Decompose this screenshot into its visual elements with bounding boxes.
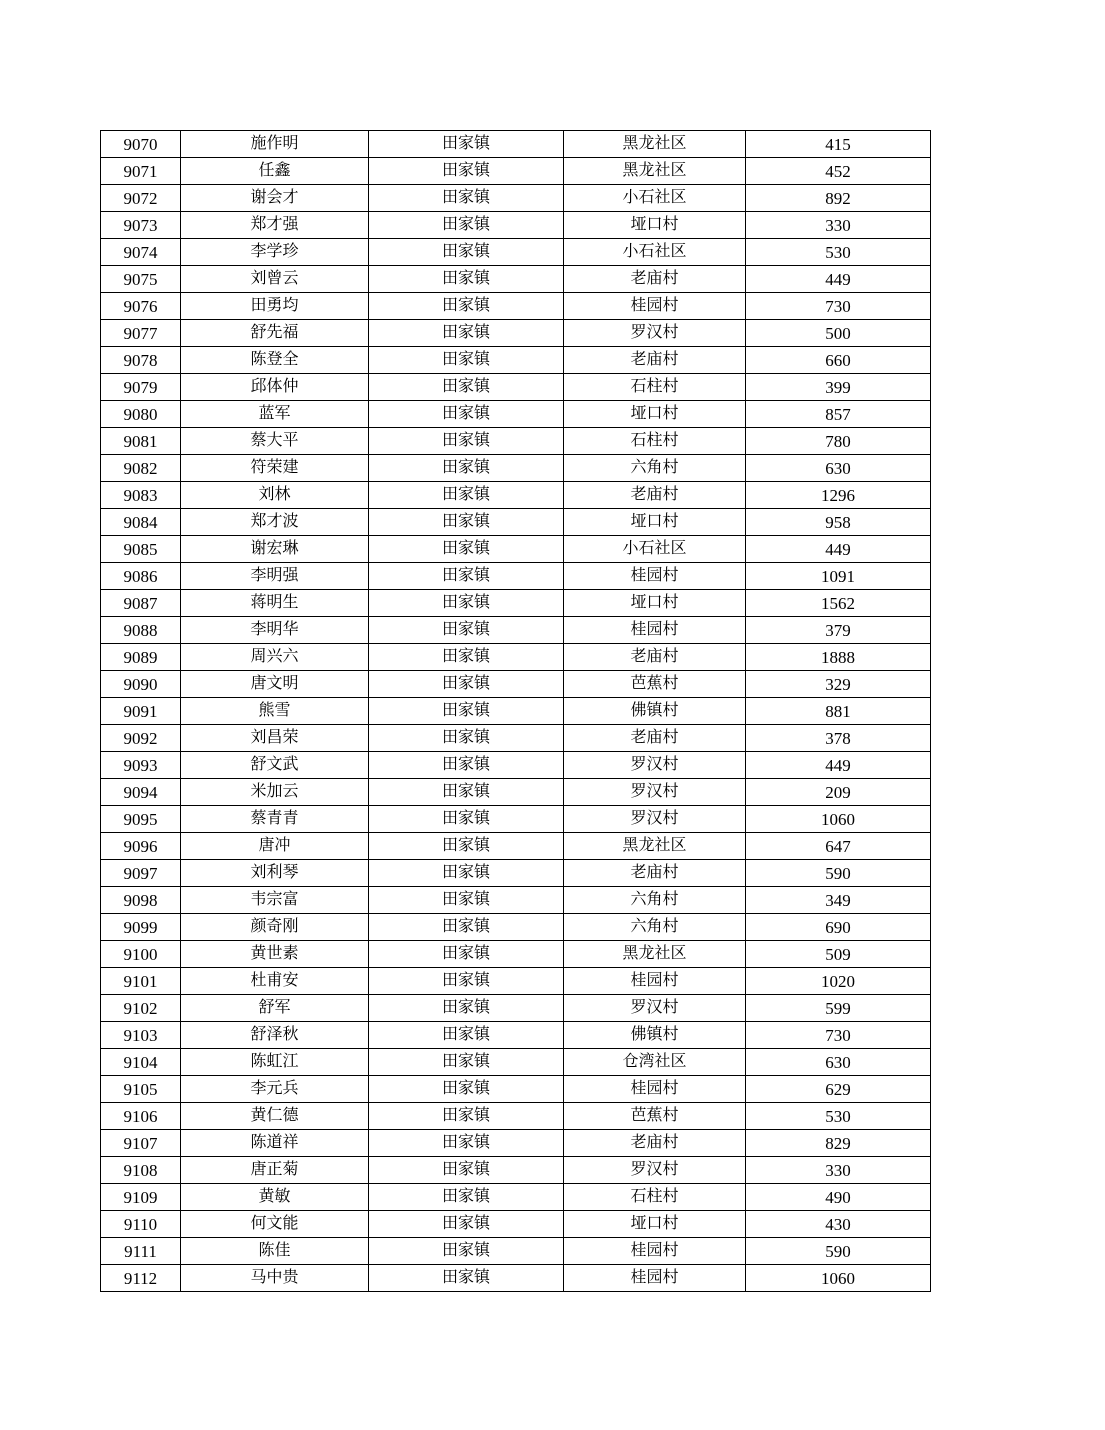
table-cell-village: 罗汉村 <box>564 806 746 833</box>
table-cell-town: 田家镇 <box>369 320 564 347</box>
table-row <box>101 941 931 968</box>
table-cell-village: 仓湾社区 <box>564 1049 746 1076</box>
table-cell-town: 田家镇 <box>369 914 564 941</box>
table-cell-amount: 630 <box>746 455 931 482</box>
table-cell-town: 田家镇 <box>369 347 564 374</box>
table-cell-amount: 829 <box>746 1130 931 1157</box>
table-cell-village: 小石社区 <box>564 536 746 563</box>
table-cell-amount: 209 <box>746 779 931 806</box>
table-cell-village: 黑龙社区 <box>564 833 746 860</box>
table-cell-id: 9106 <box>101 1103 181 1130</box>
table-cell-town: 田家镇 <box>369 725 564 752</box>
table-cell-id: 9077 <box>101 320 181 347</box>
table-cell-name: 李明华 <box>181 617 369 644</box>
table-cell-town: 田家镇 <box>369 968 564 995</box>
table-row <box>101 1157 931 1184</box>
table-cell-amount: 449 <box>746 752 931 779</box>
table-cell-amount: 647 <box>746 833 931 860</box>
table-cell-name: 施作明 <box>181 131 369 158</box>
table-row <box>101 401 931 428</box>
table-cell-name: 李明强 <box>181 563 369 590</box>
table-cell-name: 周兴六 <box>181 644 369 671</box>
table-cell-amount: 1296 <box>746 482 931 509</box>
table-cell-id: 9085 <box>101 536 181 563</box>
table-cell-id: 9101 <box>101 968 181 995</box>
table-cell-town: 田家镇 <box>369 698 564 725</box>
table-cell-village: 佛镇村 <box>564 698 746 725</box>
table-cell-town: 田家镇 <box>369 1022 564 1049</box>
table-cell-id: 9075 <box>101 266 181 293</box>
table-cell-id: 9107 <box>101 1130 181 1157</box>
table-row <box>101 1022 931 1049</box>
table-cell-village: 垭口村 <box>564 590 746 617</box>
table-cell-amount: 509 <box>746 941 931 968</box>
table-row <box>101 1265 931 1292</box>
table-cell-name: 蓝军 <box>181 401 369 428</box>
table-cell-village: 六角村 <box>564 455 746 482</box>
table-cell-village: 老庙村 <box>564 725 746 752</box>
table-cell-town: 田家镇 <box>369 1238 564 1265</box>
table-row <box>101 212 931 239</box>
table-cell-village: 小石社区 <box>564 185 746 212</box>
table-cell-town: 田家镇 <box>369 779 564 806</box>
table-cell-amount: 1060 <box>746 1265 931 1292</box>
table-cell-town: 田家镇 <box>369 617 564 644</box>
table-cell-village: 黑龙社区 <box>564 941 746 968</box>
table-cell-name: 刘林 <box>181 482 369 509</box>
table-cell-village: 老庙村 <box>564 1130 746 1157</box>
table-cell-amount: 1060 <box>746 806 931 833</box>
table-row <box>101 1103 931 1130</box>
table-cell-village: 老庙村 <box>564 266 746 293</box>
table-cell-village: 桂园村 <box>564 1076 746 1103</box>
table-row <box>101 509 931 536</box>
table-cell-name: 何文能 <box>181 1211 369 1238</box>
table-cell-name: 蔡青青 <box>181 806 369 833</box>
table-cell-amount: 1091 <box>746 563 931 590</box>
table-cell-amount: 490 <box>746 1184 931 1211</box>
table-cell-village: 芭蕉村 <box>564 671 746 698</box>
table-cell-amount: 881 <box>746 698 931 725</box>
table-row <box>101 995 931 1022</box>
table-cell-village: 石柱村 <box>564 428 746 455</box>
table-cell-name: 陈道祥 <box>181 1130 369 1157</box>
table-cell-name: 李学珍 <box>181 239 369 266</box>
table-cell-amount: 330 <box>746 1157 931 1184</box>
table-row <box>101 725 931 752</box>
table-row <box>101 131 931 158</box>
table-cell-amount: 530 <box>746 239 931 266</box>
table-row <box>101 752 931 779</box>
table-cell-id: 9096 <box>101 833 181 860</box>
table-cell-name: 颜奇刚 <box>181 914 369 941</box>
table-cell-amount: 452 <box>746 158 931 185</box>
table-cell-id: 9074 <box>101 239 181 266</box>
table-cell-id: 9070 <box>101 131 181 158</box>
table-cell-amount: 892 <box>746 185 931 212</box>
table-cell-name: 黄仁德 <box>181 1103 369 1130</box>
table-cell-id: 9103 <box>101 1022 181 1049</box>
table-cell-village: 桂园村 <box>564 563 746 590</box>
table-row <box>101 1184 931 1211</box>
table-cell-id: 9102 <box>101 995 181 1022</box>
table-row <box>101 1238 931 1265</box>
table-cell-village: 六角村 <box>564 914 746 941</box>
table-cell-village: 垭口村 <box>564 509 746 536</box>
table-cell-amount: 590 <box>746 1238 931 1265</box>
table-cell-name: 符荣建 <box>181 455 369 482</box>
table-cell-id: 9088 <box>101 617 181 644</box>
table-cell-amount: 660 <box>746 347 931 374</box>
table-cell-name: 黄世素 <box>181 941 369 968</box>
table-cell-id: 9083 <box>101 482 181 509</box>
table-cell-town: 田家镇 <box>369 860 564 887</box>
table-cell-amount: 599 <box>746 995 931 1022</box>
table-cell-amount: 629 <box>746 1076 931 1103</box>
table-cell-amount: 730 <box>746 1022 931 1049</box>
table-row <box>101 590 931 617</box>
table-row <box>101 914 931 941</box>
table-cell-town: 田家镇 <box>369 1211 564 1238</box>
table-row <box>101 806 931 833</box>
table-cell-village: 桂园村 <box>564 617 746 644</box>
table-cell-id: 9094 <box>101 779 181 806</box>
table-row <box>101 968 931 995</box>
table-row <box>101 185 931 212</box>
table-cell-town: 田家镇 <box>369 293 564 320</box>
table-cell-amount: 415 <box>746 131 931 158</box>
table-cell-name: 杜甫安 <box>181 968 369 995</box>
table-cell-town: 田家镇 <box>369 887 564 914</box>
table-cell-amount: 857 <box>746 401 931 428</box>
table-cell-name: 刘昌荣 <box>181 725 369 752</box>
table-row <box>101 671 931 698</box>
table-cell-amount: 329 <box>746 671 931 698</box>
table-cell-town: 田家镇 <box>369 158 564 185</box>
table-cell-name: 李元兵 <box>181 1076 369 1103</box>
table-row <box>101 698 931 725</box>
table-row <box>101 158 931 185</box>
table-row <box>101 860 931 887</box>
table-cell-village: 小石社区 <box>564 239 746 266</box>
table-row <box>101 536 931 563</box>
table-cell-name: 韦宗富 <box>181 887 369 914</box>
table-cell-amount: 330 <box>746 212 931 239</box>
table-cell-town: 田家镇 <box>369 1157 564 1184</box>
table-cell-village: 罗汉村 <box>564 320 746 347</box>
table-cell-town: 田家镇 <box>369 536 564 563</box>
table-cell-id: 9076 <box>101 293 181 320</box>
table-cell-id: 9099 <box>101 914 181 941</box>
table-cell-village: 桂园村 <box>564 293 746 320</box>
table-cell-name: 米加云 <box>181 779 369 806</box>
table-cell-id: 9109 <box>101 1184 181 1211</box>
table-cell-name: 刘利琴 <box>181 860 369 887</box>
table-cell-id: 9110 <box>101 1211 181 1238</box>
table-row <box>101 293 931 320</box>
table-row <box>101 644 931 671</box>
table-cell-village: 黑龙社区 <box>564 158 746 185</box>
table-cell-amount: 500 <box>746 320 931 347</box>
table-cell-id: 9097 <box>101 860 181 887</box>
table-cell-village: 老庙村 <box>564 644 746 671</box>
table-cell-id: 9073 <box>101 212 181 239</box>
table-cell-town: 田家镇 <box>369 563 564 590</box>
table-cell-town: 田家镇 <box>369 1130 564 1157</box>
table-cell-amount: 449 <box>746 266 931 293</box>
table-cell-town: 田家镇 <box>369 1049 564 1076</box>
table-cell-id: 9082 <box>101 455 181 482</box>
table-cell-name: 陈登全 <box>181 347 369 374</box>
table-cell-town: 田家镇 <box>369 941 564 968</box>
table-cell-name: 唐冲 <box>181 833 369 860</box>
table-cell-amount: 1562 <box>746 590 931 617</box>
table-cell-id: 9105 <box>101 1076 181 1103</box>
table-cell-id: 9100 <box>101 941 181 968</box>
table-cell-village: 石柱村 <box>564 374 746 401</box>
table-cell-name: 陈虹江 <box>181 1049 369 1076</box>
table-cell-village: 桂园村 <box>564 1265 746 1292</box>
table-cell-town: 田家镇 <box>369 455 564 482</box>
table-cell-town: 田家镇 <box>369 509 564 536</box>
table-row <box>101 1211 931 1238</box>
table-cell-village: 石柱村 <box>564 1184 746 1211</box>
table-cell-town: 田家镇 <box>369 590 564 617</box>
table-cell-id: 9087 <box>101 590 181 617</box>
table-cell-amount: 730 <box>746 293 931 320</box>
table-cell-town: 田家镇 <box>369 833 564 860</box>
table-cell-village: 黑龙社区 <box>564 131 746 158</box>
table-cell-name: 熊雪 <box>181 698 369 725</box>
records-table <box>100 130 931 1292</box>
table-cell-town: 田家镇 <box>369 212 564 239</box>
table-row <box>101 1076 931 1103</box>
table-cell-amount: 1020 <box>746 968 931 995</box>
table-cell-amount: 378 <box>746 725 931 752</box>
table-cell-village: 芭蕉村 <box>564 1103 746 1130</box>
table-row <box>101 833 931 860</box>
table-cell-name: 黄敏 <box>181 1184 369 1211</box>
table-cell-village: 老庙村 <box>564 347 746 374</box>
table-cell-amount: 958 <box>746 509 931 536</box>
table-cell-name: 田勇均 <box>181 293 369 320</box>
table-cell-town: 田家镇 <box>369 131 564 158</box>
table-cell-name: 唐正菊 <box>181 1157 369 1184</box>
table-cell-town: 田家镇 <box>369 806 564 833</box>
table-row <box>101 563 931 590</box>
table-cell-town: 田家镇 <box>369 374 564 401</box>
table-cell-name: 蔡大平 <box>181 428 369 455</box>
table-cell-amount: 379 <box>746 617 931 644</box>
table-row <box>101 1049 931 1076</box>
table-cell-town: 田家镇 <box>369 1265 564 1292</box>
table-cell-id: 9092 <box>101 725 181 752</box>
table-cell-town: 田家镇 <box>369 752 564 779</box>
table-row <box>101 266 931 293</box>
table-cell-amount: 630 <box>746 1049 931 1076</box>
table-cell-name: 郑才波 <box>181 509 369 536</box>
table-cell-amount: 780 <box>746 428 931 455</box>
table-cell-amount: 1888 <box>746 644 931 671</box>
table-cell-id: 9093 <box>101 752 181 779</box>
table-cell-village: 老庙村 <box>564 482 746 509</box>
table-cell-amount: 530 <box>746 1103 931 1130</box>
table-cell-id: 9111 <box>101 1238 181 1265</box>
table-cell-name: 刘曾云 <box>181 266 369 293</box>
table-cell-village: 罗汉村 <box>564 1157 746 1184</box>
table-cell-id: 9098 <box>101 887 181 914</box>
table-cell-name: 舒先福 <box>181 320 369 347</box>
table-cell-name: 唐文明 <box>181 671 369 698</box>
table-cell-name: 马中贵 <box>181 1265 369 1292</box>
table-cell-village: 桂园村 <box>564 1238 746 1265</box>
table-cell-town: 田家镇 <box>369 1076 564 1103</box>
table-cell-id: 9086 <box>101 563 181 590</box>
table-cell-town: 田家镇 <box>369 1103 564 1130</box>
table-cell-village: 桂园村 <box>564 968 746 995</box>
table-cell-amount: 590 <box>746 860 931 887</box>
table-cell-town: 田家镇 <box>369 401 564 428</box>
table-cell-id: 9090 <box>101 671 181 698</box>
table-row <box>101 1130 931 1157</box>
table-cell-village: 垭口村 <box>564 401 746 428</box>
table-cell-town: 田家镇 <box>369 995 564 1022</box>
table-cell-town: 田家镇 <box>369 671 564 698</box>
table-cell-id: 9071 <box>101 158 181 185</box>
table-cell-village: 罗汉村 <box>564 779 746 806</box>
table-cell-id: 9072 <box>101 185 181 212</box>
table-cell-name: 舒文武 <box>181 752 369 779</box>
table-row <box>101 239 931 266</box>
table-cell-name: 邱体仲 <box>181 374 369 401</box>
table-cell-village: 垭口村 <box>564 1211 746 1238</box>
table-cell-id: 9080 <box>101 401 181 428</box>
table-cell-amount: 349 <box>746 887 931 914</box>
table-cell-village: 罗汉村 <box>564 752 746 779</box>
table-cell-id: 9078 <box>101 347 181 374</box>
table-cell-village: 佛镇村 <box>564 1022 746 1049</box>
table-cell-name: 舒泽秋 <box>181 1022 369 1049</box>
table-cell-village: 老庙村 <box>564 860 746 887</box>
table-cell-id: 9089 <box>101 644 181 671</box>
table-row <box>101 779 931 806</box>
table-row <box>101 374 931 401</box>
table-cell-id: 9104 <box>101 1049 181 1076</box>
table-cell-town: 田家镇 <box>369 185 564 212</box>
table-cell-village: 六角村 <box>564 887 746 914</box>
table-cell-id: 9095 <box>101 806 181 833</box>
records-table-body <box>101 131 931 1292</box>
table-cell-village: 垭口村 <box>564 212 746 239</box>
table-cell-id: 9091 <box>101 698 181 725</box>
table-cell-amount: 690 <box>746 914 931 941</box>
table-row <box>101 455 931 482</box>
table-cell-town: 田家镇 <box>369 266 564 293</box>
table-cell-amount: 430 <box>746 1211 931 1238</box>
table-cell-id: 9112 <box>101 1265 181 1292</box>
table-row <box>101 482 931 509</box>
table-cell-amount: 449 <box>746 536 931 563</box>
table-cell-id: 9108 <box>101 1157 181 1184</box>
table-row <box>101 320 931 347</box>
table-cell-town: 田家镇 <box>369 239 564 266</box>
table-cell-name: 谢会才 <box>181 185 369 212</box>
table-row <box>101 428 931 455</box>
table-cell-name: 任鑫 <box>181 158 369 185</box>
table-row <box>101 887 931 914</box>
table-cell-town: 田家镇 <box>369 428 564 455</box>
table-cell-town: 田家镇 <box>369 482 564 509</box>
table-cell-name: 郑才强 <box>181 212 369 239</box>
table-cell-id: 9084 <box>101 509 181 536</box>
table-cell-name: 陈佳 <box>181 1238 369 1265</box>
table-cell-name: 谢宏琳 <box>181 536 369 563</box>
table-cell-name: 蒋明生 <box>181 590 369 617</box>
table-cell-town: 田家镇 <box>369 644 564 671</box>
table-cell-id: 9081 <box>101 428 181 455</box>
table-cell-id: 9079 <box>101 374 181 401</box>
table-cell-town: 田家镇 <box>369 1184 564 1211</box>
table-cell-amount: 399 <box>746 374 931 401</box>
table-cell-village: 罗汉村 <box>564 995 746 1022</box>
table-row <box>101 617 931 644</box>
table-cell-name: 舒军 <box>181 995 369 1022</box>
table-row <box>101 347 931 374</box>
